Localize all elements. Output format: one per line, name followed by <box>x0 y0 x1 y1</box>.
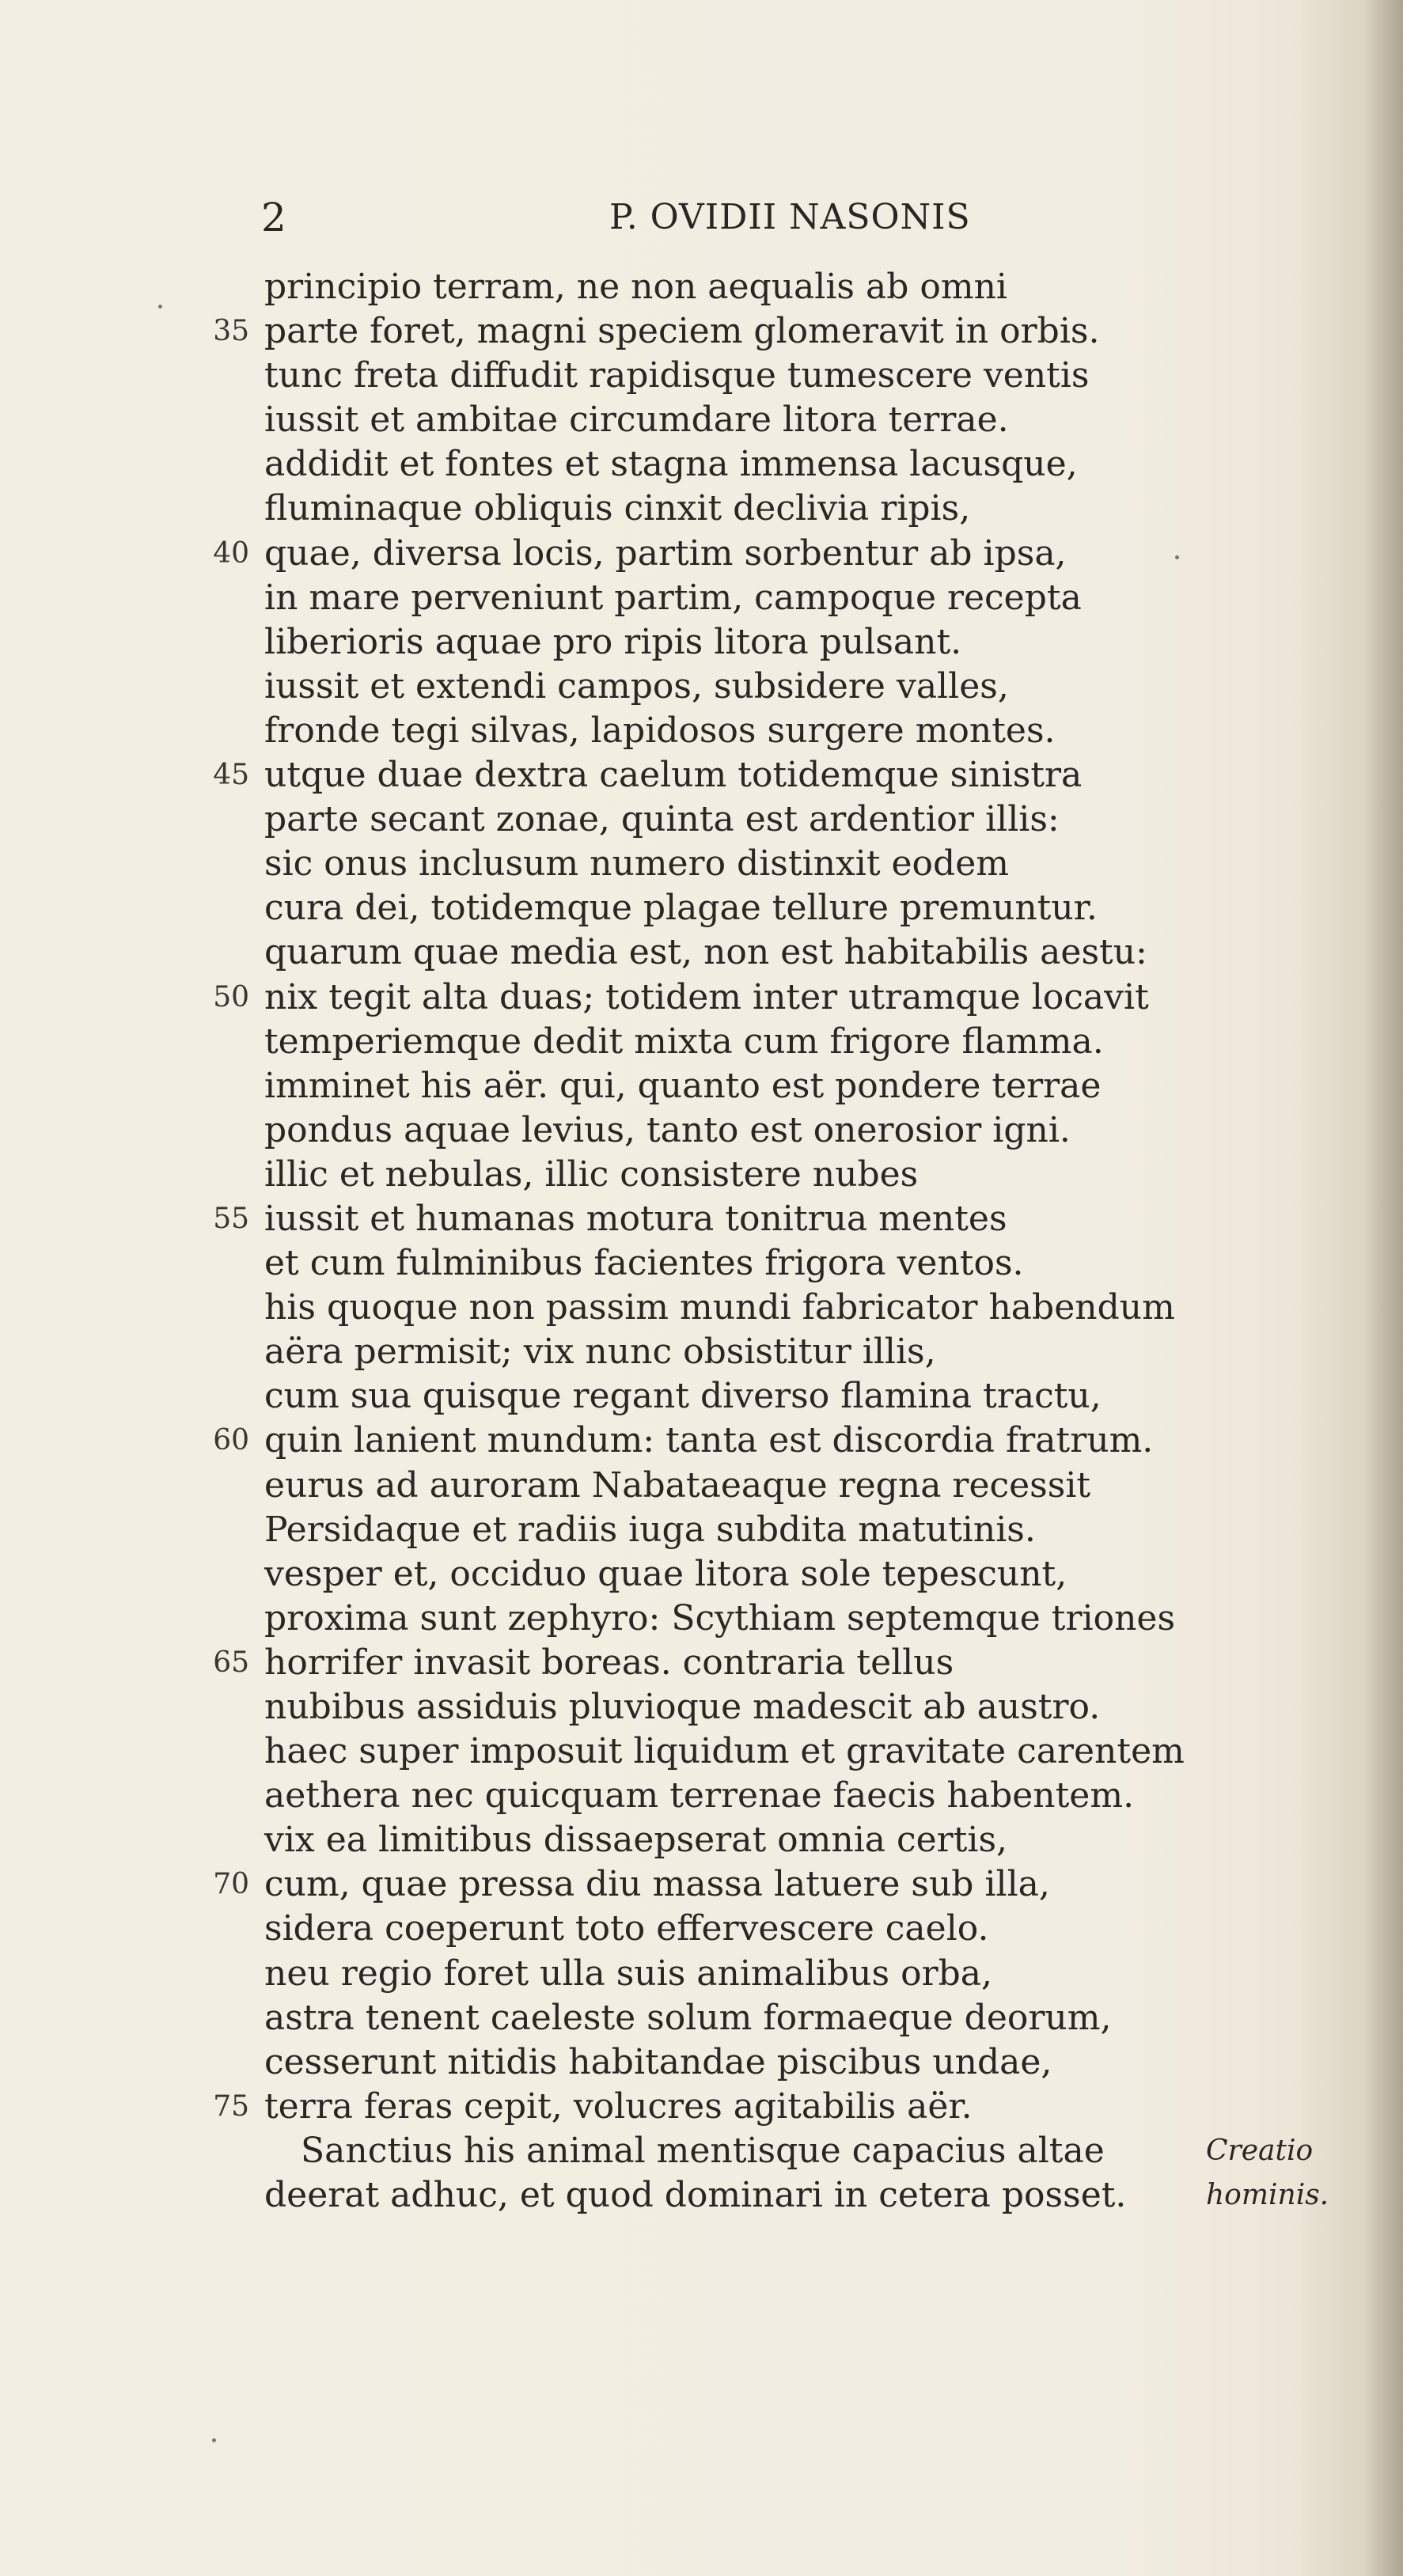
verse-text: in mare perveniunt partim, campoque recepta <box>264 577 1082 618</box>
verse-line <box>0 1419 1403 1463</box>
verse-line <box>0 975 1403 1020</box>
verse-line <box>0 1374 1403 1419</box>
verse-line <box>0 354 1403 398</box>
verse-line <box>0 532 1403 576</box>
verse-line <box>0 930 1403 975</box>
verse-text: et cum fulminibus facientes frigora ventos. <box>264 1243 1024 1284</box>
line-number: 35 <box>213 315 249 348</box>
verse-line <box>0 1197 1403 1241</box>
verse-line <box>0 487 1403 531</box>
verse-text: terra feras cepit, volucres agitabilis aër. <box>264 2085 973 2127</box>
line-number: 40 <box>213 536 249 570</box>
verse-text: illic et nebulas, illic consistere nubes <box>264 1154 919 1195</box>
verse-text: parte foret, magni speciem glomeravit in orbis. <box>264 311 1100 352</box>
verse-line <box>0 1064 1403 1108</box>
verse-text: iussit et humanas motura tonitrua mentes <box>264 1198 1007 1239</box>
verse-line <box>0 753 1403 797</box>
running-title: P. OVIDII NASONIS <box>609 197 971 237</box>
verse-text: cesserunt nitidis habitandae piscibus undae, <box>264 2041 1052 2082</box>
verse-line <box>0 442 1403 487</box>
verse-text: parte secant zonae, quinta est ardentior illis: <box>264 799 1060 840</box>
verse-line <box>0 1241 1403 1286</box>
verse-text: tunc freta diffudit rapidisque tumescere ventis <box>264 355 1090 396</box>
margin-note: hominis. <box>1206 2179 1329 2212</box>
verse-line <box>0 665 1403 709</box>
verse-line <box>0 1153 1403 1197</box>
verse-text: deerat adhuc, et quod dominari in cetera posset. <box>264 2175 1127 2216</box>
verse-line <box>0 1685 1403 1729</box>
verse-line <box>0 842 1403 886</box>
verse-text: vix ea limitibus dissaepserat omnia certis, <box>264 1820 1008 1861</box>
verse-text: aethera nec quicquam terrenae faecis habentem. <box>264 1775 1135 1816</box>
verse-text: addidit et fontes et stagna immensa lacusque, <box>264 444 1078 485</box>
verse-text: eurus ad auroram Nabataeaque regna recessit <box>264 1464 1091 1506</box>
line-number: 75 <box>213 2089 249 2123</box>
verse-text: quin lanient mundum: tanta est discordia fratrum. <box>264 1420 1154 1461</box>
verse-text: iussit et extendi campos, subsidere valles, <box>264 665 1009 707</box>
verse-line <box>0 2040 1403 2085</box>
verse-text: cura dei, totidemque plagae tellure premuntur. <box>264 888 1098 929</box>
verse-line <box>0 2085 1403 2129</box>
verse-line <box>0 2173 1403 2218</box>
verse-text: cum, quae pressa diu massa latuere sub illa, <box>264 1864 1050 1905</box>
verse-line <box>0 265 1403 309</box>
verse-line <box>0 576 1403 620</box>
verse-line <box>0 1907 1403 1951</box>
verse-text: aëra permisit; vix nunc obsistitur illis, <box>264 1332 936 1373</box>
line-number: 50 <box>213 980 249 1013</box>
line-number: 70 <box>213 1868 249 1901</box>
verse-text: sic onus inclusum numero distinxit eodem <box>264 843 1009 885</box>
paper-speck <box>212 2438 216 2442</box>
verse-text: neu regio foret ulla suis animalibus orba, <box>264 1953 992 1994</box>
page-number: 2 <box>261 195 286 241</box>
paper-speck <box>1175 555 1179 559</box>
verse-line <box>0 1641 1403 1685</box>
line-number: 60 <box>213 1424 249 1457</box>
verse-text: haec super imposuit liquidum et gravitate carentem <box>264 1731 1185 1772</box>
paper-speck <box>158 305 162 309</box>
verse-line <box>0 1552 1403 1597</box>
verse-line <box>0 1862 1403 1907</box>
line-number: 55 <box>213 1202 249 1235</box>
verse-line <box>0 1286 1403 1330</box>
verse-text: imminet his aër. qui, quanto est pondere terrae <box>264 1065 1102 1106</box>
verse-line <box>0 309 1403 354</box>
verse-text: nubibus assiduis pluvioque madescit ab austro. <box>264 1687 1101 1727</box>
verse-text: his quoque non passim mundi fabricator habendum <box>264 1287 1175 1328</box>
verse-line <box>0 797 1403 842</box>
verse-text: iussit et ambitae circumdare litora terrae. <box>264 400 1009 441</box>
verse-text: quarum quae media est, non est habitabilis aestu: <box>264 932 1147 973</box>
verse-line <box>0 2129 1403 2173</box>
verse-line <box>0 1818 1403 1862</box>
verse-line <box>0 1597 1403 1641</box>
verse-text: utque duae dextra caelum totidemque sinistra <box>264 755 1083 796</box>
verse-text: pondus aquae levius, tanto est onerosior igni. <box>264 1109 1071 1150</box>
verse-text: temperiemque dedit mixta cum frigore flamma. <box>264 1021 1104 1062</box>
verse-text: fluminaque obliquis cinxit declivia ripis, <box>264 488 971 529</box>
verse-line <box>0 1330 1403 1374</box>
verse-line <box>0 1020 1403 1064</box>
line-number: 45 <box>213 759 249 792</box>
verse-text-block <box>0 265 1403 2218</box>
verse-text: fronde tegi silvas, lapidosos surgere montes. <box>264 710 1056 751</box>
verse-text: liberioris aquae pro ripis litora pulsant. <box>264 621 962 662</box>
margin-note: Creatio <box>1206 2134 1314 2167</box>
verse-line <box>0 620 1403 665</box>
verse-line <box>0 1996 1403 2040</box>
verse-line <box>0 709 1403 753</box>
verse-text: cum sua quisque regant diverso flamina tractu, <box>264 1376 1102 1417</box>
verse-line <box>0 1729 1403 1774</box>
verse-text: sidera coeperunt toto effervescere caelo. <box>264 1908 989 1949</box>
verse-line <box>0 1952 1403 1996</box>
verse-text: vesper et, occiduo quae litora sole tepescunt, <box>264 1553 1067 1594</box>
line-number: 65 <box>213 1646 249 1679</box>
verse-text: astra tenent caeleste solum formaeque deorum, <box>264 1997 1112 2038</box>
verse-text: nix tegit alta duas; totidem inter utramque locavit <box>264 976 1149 1017</box>
verse-text: Persidaque et radiis iuga subdita matutinis. <box>264 1509 1036 1550</box>
verse-text: proxima sunt zephyro: Scythiam septemque triones <box>264 1597 1176 1638</box>
verse-text: horrifer invasit boreas. contraria tellus <box>264 1642 954 1683</box>
verse-text: quae, diversa locis, partim sorbentur ab ipsa, <box>264 532 1067 574</box>
verse-line <box>0 1108 1403 1153</box>
page-header <box>261 190 1258 245</box>
verse-line <box>0 1508 1403 1552</box>
verse-text: Sanctius his animal mentisque capacius altae <box>301 2130 1105 2171</box>
verse-line <box>0 398 1403 442</box>
verse-line <box>0 1464 1403 1508</box>
verse-line <box>0 1774 1403 1818</box>
verse-line <box>0 886 1403 930</box>
verse-text: principio terram, ne non aequalis ab omni <box>264 267 1007 307</box>
